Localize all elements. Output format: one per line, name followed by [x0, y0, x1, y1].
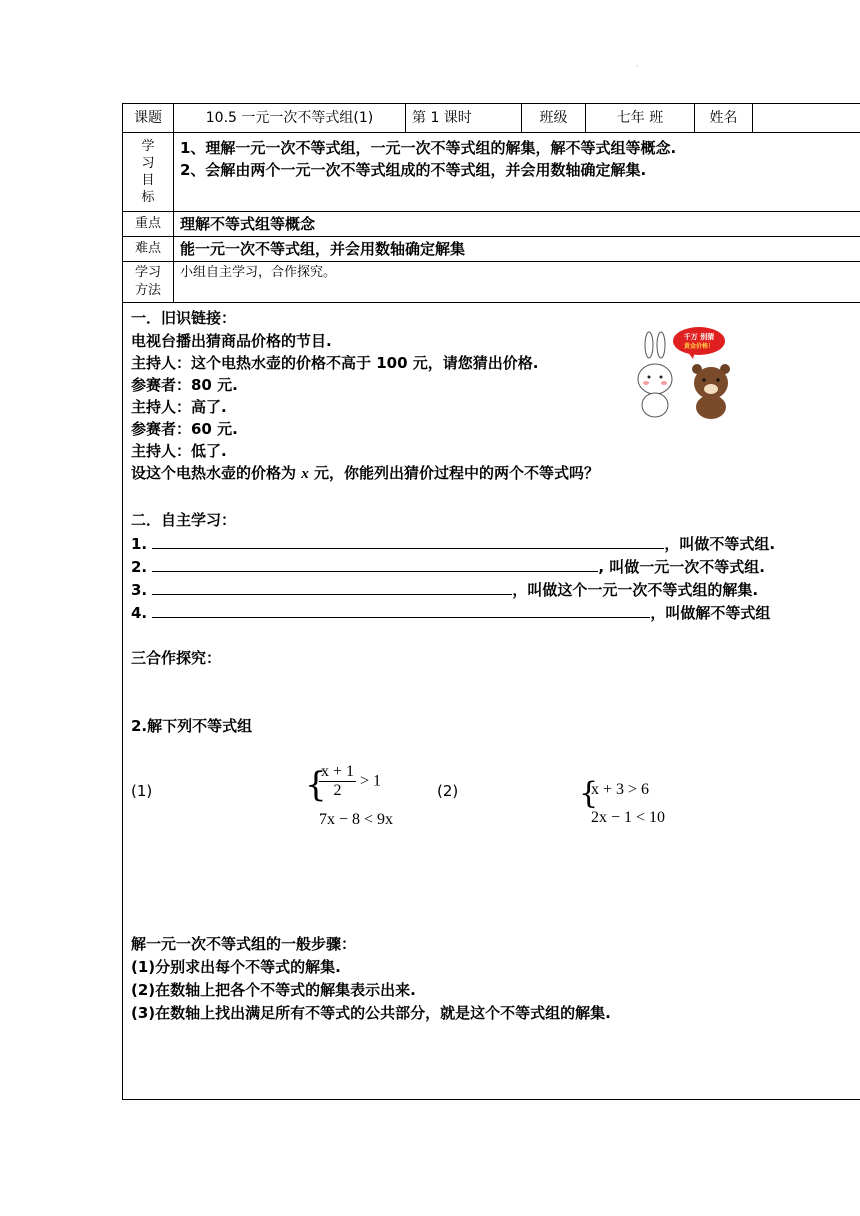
step-3: (3)在数轴上找出满足所有不等式的公共部分，就是这个不等式组的解集.: [131, 1004, 611, 1022]
page-mark: ·: [636, 62, 639, 71]
method-label: 学习方法: [123, 262, 174, 303]
objective-1: 1、理解一元一次不等式组，一元一次不等式组的解集，解不等式组等概念.: [180, 139, 677, 157]
topic-label: 课题: [123, 104, 174, 133]
name-label: 姓名: [695, 104, 753, 133]
problem-1-inequality-2: 7x − 8 < 9x: [319, 811, 394, 828]
difficulty-value: 能一元一次不等式组，并会用数轴确定解集: [174, 237, 860, 262]
name-value: [753, 104, 860, 133]
problem-1-label: (1): [131, 782, 153, 800]
bear-bunny-sticker: [635, 319, 735, 419]
section1-line-3: 参赛者：80 元.: [131, 376, 238, 394]
sticker-text-1: 千万 别猜: [683, 333, 715, 341]
problem-2-inequality-1: x + 3 > 6: [591, 781, 650, 798]
class-value: 七年 班: [586, 104, 695, 133]
objective-2: 2、会解由两个一元一次不等式组成的不等式组，并会用数轴确定解集.: [180, 161, 647, 179]
method-value: 小组自主学习，合作探究。: [174, 262, 860, 303]
section1-title: 一．旧识链接：: [131, 309, 237, 327]
section1-line-1: 电视台播出猜商品价格的节目.: [131, 332, 332, 350]
key-label: 重点: [123, 212, 174, 237]
section2-title: 二．自主学习：: [131, 511, 237, 529]
brace-2: {: [579, 776, 599, 811]
section3-subtitle: 2.解下列不等式组: [131, 717, 253, 735]
section1-line-5: 参赛者：60 元.: [131, 420, 238, 438]
blank-item-1: 1. ，叫做不等式组.: [131, 535, 776, 553]
difficulty-label: 难点: [123, 237, 174, 262]
problem-2-label: (2): [437, 782, 459, 800]
key-value: 理解不等式组等概念: [174, 212, 860, 237]
speech-bubble: [673, 327, 725, 355]
section1-line-4: 主持人：高了.: [131, 398, 227, 416]
blank-item-3: 3. ，叫做这个一元一次不等式组的解集.: [131, 581, 759, 599]
section1-line-6: 主持人：低了.: [131, 442, 227, 460]
fraction-numerator: x + 1: [321, 763, 355, 780]
objectives-row: [123, 133, 860, 212]
difficulty-row: [123, 237, 860, 262]
fraction-denominator: 2: [333, 782, 342, 799]
objectives-content: [174, 133, 860, 212]
lesson-plan-table: [122, 103, 860, 1100]
section1-question: 设这个电热水壶的价格为 x 元，你能列出猜价过程中的两个不等式吗？: [131, 464, 599, 482]
section3-title: 三合作探究：: [131, 649, 222, 667]
step-2: (2)在数轴上把各个不等式的解集表示出来.: [131, 981, 416, 999]
problem-2-inequality-2: 2x − 1 < 10: [591, 809, 666, 826]
relation-1: > 1: [360, 772, 382, 790]
method-row: [123, 262, 860, 303]
main-row: [123, 303, 860, 1100]
header-row: [123, 104, 860, 133]
main-content: [123, 303, 860, 1100]
section1-line-2: 主持人：这个电热水壶的价格不高于 100 元，请您猜出价格.: [131, 354, 539, 372]
key-row: [123, 212, 860, 237]
class-label: 班级: [522, 104, 586, 133]
problem-1-inequality-1: [319, 763, 381, 800]
topic-value: 10.5 一元一次不等式组(1): [174, 104, 406, 133]
sticker-text-2: 黄金价格！: [683, 343, 715, 350]
blank-item-4: 4. ，叫做解不等式组: [131, 604, 771, 622]
brace-1: {: [305, 765, 327, 805]
period-value: 第 1 课时: [406, 104, 522, 133]
step-1: (1)分别求出每个不等式的解集.: [131, 958, 341, 976]
steps-title: 解一元一次不等式组的一般步骤：: [131, 935, 357, 953]
objectives-label: 学习目标: [123, 133, 174, 212]
blank-item-2: 2. , 叫做一元一次不等式组.: [131, 558, 765, 576]
